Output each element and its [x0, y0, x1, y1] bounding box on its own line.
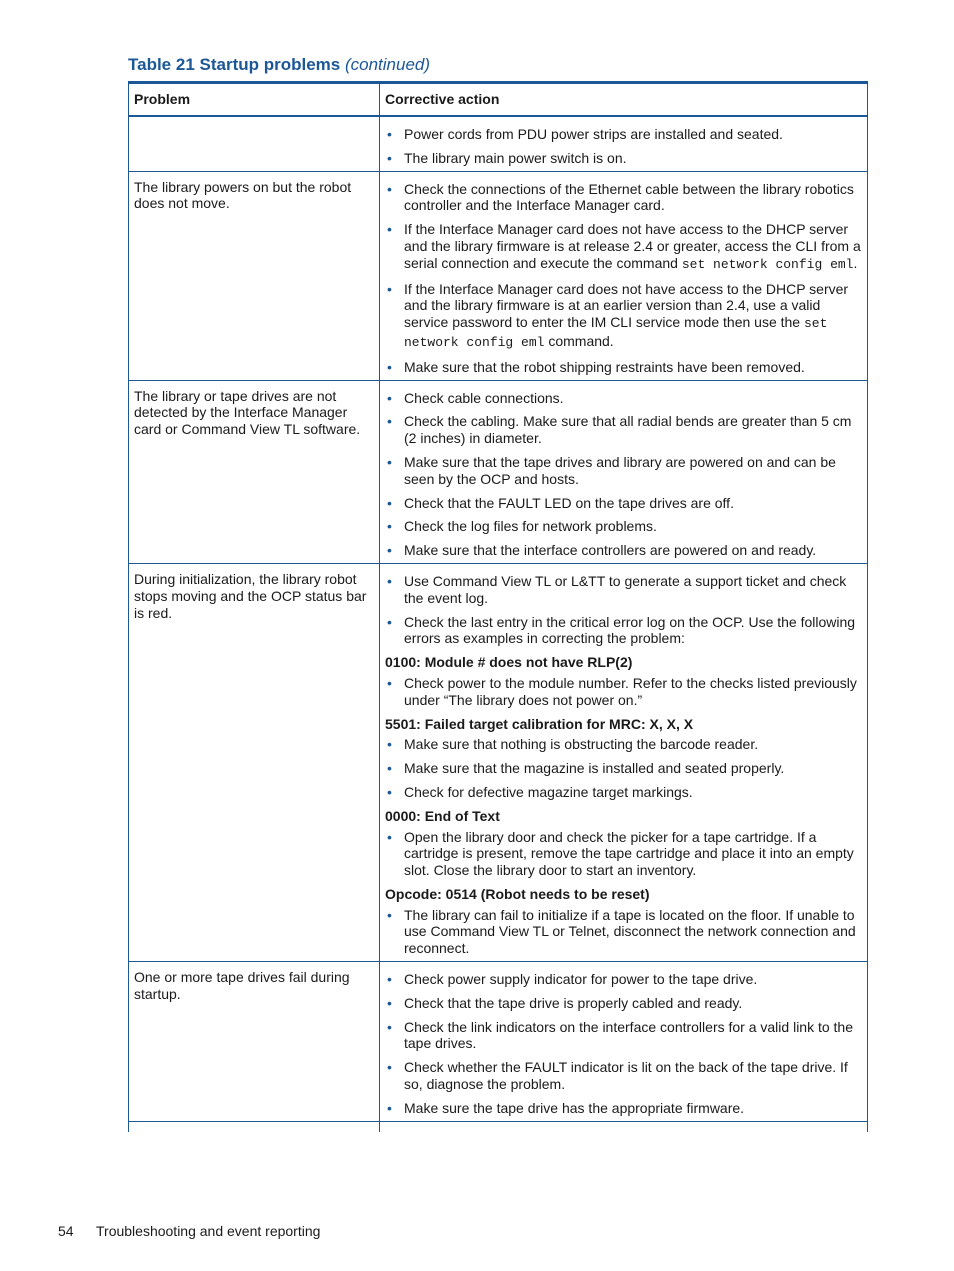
list-item: • Make sure that the interface controllers are powered on and ready.: [385, 542, 862, 559]
table-row-continued: [129, 1121, 868, 1132]
table-row: [129, 962, 868, 1122]
error-code-heading: 0000: End of Text: [385, 807, 500, 824]
list-item: • Check for defective magazine target markings.: [385, 784, 862, 801]
list-item: • Power cords from PDU power strips are installed and seated.: [385, 126, 862, 143]
table-caption: [128, 55, 430, 75]
table-row: [129, 116, 868, 171]
problem-cell: One or more tape drives fail during startup.: [129, 962, 380, 1122]
action-cell: [380, 1121, 868, 1132]
list-item: • Check the last entry in the critical error log on the OCP. Use the following errors as examples in correcting the problem:: [385, 614, 862, 648]
list-item: • Check that the FAULT LED on the tape drives are off.: [385, 495, 862, 512]
action-list: [385, 907, 862, 957]
table-continued-label: (continued): [344, 55, 431, 74]
list-item: • Make sure that the tape drives and library are powered on and can be seen by the OCP and hosts.: [385, 454, 862, 488]
page-number: 54: [58, 1223, 74, 1239]
list-item: • Check power supply indicator for power to the tape drive.: [385, 971, 862, 988]
list-item: • Check whether the FAULT indicator is lit on the back of the tape drive. If so, diagnose the problem.: [385, 1059, 862, 1093]
list-item: • Check power to the module number. Refer to the checks listed previously under “The library does not power on.”: [385, 675, 862, 709]
action-list: [385, 181, 862, 376]
table-header-row: [129, 83, 868, 117]
error-code-heading: Opcode: 0514 (Robot needs to be reset): [385, 885, 650, 902]
table-row: [129, 563, 868, 961]
action-list: [385, 971, 862, 1117]
problem-cell: [129, 1121, 380, 1132]
action-list: [385, 829, 862, 879]
error-code-heading: 5501: Failed target calibration for MRC: X, X, X: [385, 715, 694, 732]
list-item: • Check the link indicators on the interface controllers for a valid link to the tape drives.: [385, 1019, 862, 1053]
action-list: [385, 573, 862, 647]
list-item: • Check the log files for network problems.: [385, 518, 862, 535]
action-list: [385, 736, 862, 800]
action-cell: [380, 171, 868, 380]
list-item: • The library main power switch is on.: [385, 150, 862, 167]
list-item: • Make sure that the robot shipping restraints have been removed.: [385, 359, 862, 376]
table-row: [129, 171, 868, 380]
table-row: [129, 380, 868, 563]
action-list: [385, 675, 862, 709]
list-item: • Check the connections of the Ethernet cable between the library robotics controller and the Interface Manager card.: [385, 181, 862, 215]
page-footer: [58, 1223, 320, 1239]
table-title: Table 21 Startup problems: [128, 55, 341, 74]
error-code-heading: 0100: Module # does not have RLP(2): [385, 654, 633, 671]
command-code: set network config eml: [681, 256, 854, 272]
header-corrective-action: Corrective action: [380, 83, 868, 117]
startup-problems-table: [128, 81, 868, 1132]
action-list: [385, 126, 862, 167]
problem-cell: [129, 116, 380, 171]
header-problem: Problem: [129, 83, 380, 117]
list-item: • If the Interface Manager card does not have access to the DHCP server and the library firmware is at release 2.4 or greater, access the CLI from a serial connection and execute the command set network config eml.: [385, 221, 862, 273]
command-code: set network config eml: [404, 316, 828, 350]
action-cell: [380, 563, 868, 961]
problem-cell: The library powers on but the robot does not move.: [129, 171, 380, 380]
list-item: • Open the library door and check the picker for a tape cartridge. If a cartridge is present, remove the tape cartridge and place it into an empty slot. Close the library door to start an inventory.: [385, 829, 862, 879]
action-list: [385, 390, 862, 559]
list-item: • Make sure that the magazine is installed and seated properly.: [385, 760, 862, 777]
action-cell: [380, 962, 868, 1122]
list-item: • The library can fail to initialize if a tape is located on the floor. If unable to use Command View TL or Telnet, disconnect the network connection and reconnect.: [385, 907, 862, 957]
problem-cell: The library or tape drives are not detected by the Interface Manager card or Command View TL software.: [129, 380, 380, 563]
list-item: • If the Interface Manager card does not have access to the DHCP server and the library firmware is at an earlier version than 2.4, use a valid service password to enter the IM CLI service mode then use the set network config eml command.: [385, 281, 862, 352]
list-item: • Make sure the tape drive has the appropriate firmware.: [385, 1100, 862, 1117]
list-item: • Check that the tape drive is properly cabled and ready.: [385, 995, 862, 1012]
action-cell: [380, 116, 868, 171]
list-item: • Check the cabling. Make sure that all radial bends are greater than 5 cm (2 inches) in diameter.: [385, 413, 862, 447]
list-item: • Use Command View TL or L&TT to generate a support ticket and check the event log.: [385, 573, 862, 607]
problem-cell: During initialization, the library robot stops moving and the OCP status bar is red.: [129, 563, 380, 961]
footer-section-title: Troubleshooting and event reporting: [96, 1223, 321, 1239]
list-item: • Check cable connections.: [385, 390, 862, 407]
list-item: • Make sure that nothing is obstructing the barcode reader.: [385, 736, 862, 753]
action-cell: [380, 380, 868, 563]
